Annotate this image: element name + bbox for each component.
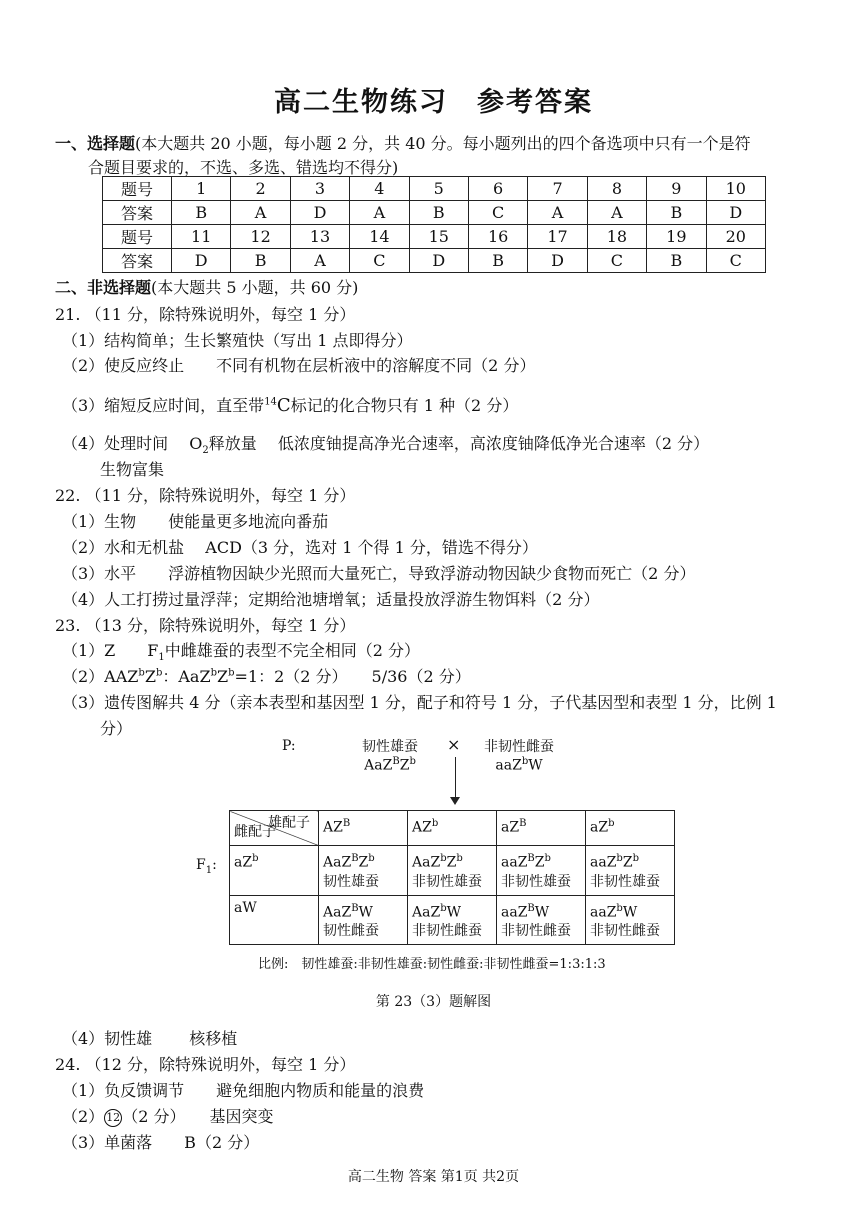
answer-table-cell: 1 <box>172 177 231 201</box>
answer-table-cell: 14 <box>350 225 409 249</box>
offspring-cell <box>586 895 675 945</box>
answer-table-cell: 8 <box>587 177 646 201</box>
answer-table-cell: D <box>172 249 231 273</box>
answer-table-cell: A <box>528 201 587 225</box>
answer-table-cell: A <box>231 201 290 225</box>
answer-table-cell: A <box>290 249 349 273</box>
offspring-phenotype: 非韧性雄蚕 <box>412 873 482 890</box>
q21-line4-a: （4）处理时间 O <box>62 434 203 453</box>
answer-table-cell: 17 <box>528 225 587 249</box>
offspring-cell <box>319 846 408 896</box>
q23-line3: （3）遗传图解共 4 分（亲本表型和基因型 1 分，配子和符号 1 分，子代基因型和表型 1 分，比例 1 <box>62 693 777 712</box>
offspring-cell <box>319 895 408 945</box>
female-parent-genotype: aaZ$^b$W <box>495 756 543 774</box>
male-parent <box>362 736 418 774</box>
q22-line4: （4）人工打捞过量浮萍；定期给池塘增氧；适量投放浮游生物饵料（2 分） <box>62 590 600 609</box>
offspring-phenotype: 韧性雄蚕 <box>323 873 379 890</box>
q24-line2-a: （2） <box>62 1107 105 1126</box>
offspring-cell <box>408 846 497 896</box>
corner-male-gamete-label: 雄配子 <box>268 815 310 831</box>
answer-table-cell: 4 <box>350 177 409 201</box>
offspring-genotype: aaZ$^B$W <box>501 902 550 921</box>
f1-ratio: 比例: 韧性雄蚕:非韧性雄蚕:韧性雌蚕:非韧性雌蚕=1:3:1:3 <box>258 957 606 972</box>
answer-table-cell: 7 <box>528 177 587 201</box>
q21-line3-a: （3）缩短反应时间，直至带 <box>62 396 265 415</box>
q23-line1-a: （1）Z F <box>62 641 159 660</box>
answer-table-cell: 2 <box>231 177 290 201</box>
male-gamete-header: $AZ^B$ <box>319 811 408 846</box>
q24-line1: （1）负反馈调节 避免细胞内物质和能量的浪费 <box>62 1081 425 1100</box>
female-parent <box>484 736 554 774</box>
female-gamete-header: $aZ^b$ <box>230 846 319 896</box>
q21-line2: （2）使反应终止 不同有机物在层析液中的溶解度不同（2 分） <box>62 356 536 375</box>
answer-table-cell: B <box>647 201 706 225</box>
answer-table-cell: 20 <box>706 225 765 249</box>
section2-heading: 二、非选择题 <box>55 278 152 297</box>
q22-head: 22. （11 分，除特殊说明外，每空 1 分） <box>55 486 356 505</box>
q24-line2 <box>62 1104 273 1127</box>
answer-table-cell: B <box>231 249 290 273</box>
answer-table-cell: D <box>409 249 468 273</box>
q21-line4-b: 释放量 低浓度铀提高净光合速率，高浓度铀降低净光合速率（2 分） <box>208 434 710 453</box>
answer-table-cell: B <box>172 201 231 225</box>
answer-table-header-cell: 题号 <box>103 225 172 249</box>
offspring-genotype: $aaZ^BZ^b$ <box>501 853 551 871</box>
female-gamete-header: aW <box>230 895 319 945</box>
answer-table-cell: 16 <box>468 225 527 249</box>
section1-heading: 一、选择题 <box>55 134 136 153</box>
answer-table-row <box>103 225 766 249</box>
answer-table-cell: A <box>587 201 646 225</box>
q21-head: 21. （11 分，除特殊说明外，每空 1 分） <box>55 305 356 324</box>
q21-line4 <box>62 431 709 456</box>
punnett-row <box>230 895 675 945</box>
answer-table-cell: C <box>468 201 527 225</box>
offspring-phenotype: 非韧性雄蚕 <box>590 873 660 890</box>
page-title: 高二生物练习 参考答案 <box>274 87 593 118</box>
male-parent-genotype: $AaZ^BZ^b$ <box>364 756 416 774</box>
answer-table-cell: 5 <box>409 177 468 201</box>
circled-number-12: 12 <box>104 1109 122 1127</box>
q21-line4-sub: 2 <box>202 445 209 457</box>
offspring-phenotype: 非韧性雌蚕 <box>412 923 482 940</box>
section1-line1 <box>55 131 751 154</box>
answer-table-cell: 3 <box>290 177 349 201</box>
offspring-cell <box>586 846 675 896</box>
answer-table-row <box>103 201 766 225</box>
answer-table-header-cell: 答案 <box>103 249 172 273</box>
offspring-genotype: aaZ$^b$W <box>590 902 638 921</box>
offspring-cell <box>497 895 586 945</box>
q22-line2: （2）水和无机盐 ACD（3 分，选对 1 个得 1 分，错选不得分） <box>62 538 538 557</box>
q23-line1 <box>62 638 420 663</box>
page-footer: 高二生物 答案 第1页 共2页 <box>347 1169 520 1185</box>
offspring-genotype: AaZ$^B$W <box>323 902 373 921</box>
q21-line3-c: C <box>276 395 291 416</box>
punnett-square <box>229 810 675 945</box>
cross-arrow-head-icon <box>450 797 460 805</box>
answer-table-cell: B <box>647 249 706 273</box>
answer-table-row <box>103 249 766 273</box>
q21-line3-sup: 14 <box>264 396 277 408</box>
q24-head: 24. （12 分，除特殊说明外，每空 1 分） <box>55 1055 356 1074</box>
answer-table-cell: 11 <box>172 225 231 249</box>
q24-line3: （3）单菌落 B（2 分） <box>62 1133 260 1152</box>
answer-table-cell: C <box>587 249 646 273</box>
offspring-genotype: AaZ$^b$W <box>412 902 461 921</box>
answer-table-cell: 9 <box>647 177 706 201</box>
section1-desc1: (本大题共 20 小题，每小题 2 分，共 40 分。每小题列出的四个备选项中只有一个是符 <box>135 134 751 153</box>
section2-line <box>55 275 358 298</box>
offspring-genotype: $AaZ^BZ^b$ <box>323 853 375 871</box>
answer-table-cell: 13 <box>290 225 349 249</box>
answer-table <box>102 176 766 273</box>
q21-line5: 生物富集 <box>100 460 165 479</box>
f1-label: $F_1$: <box>196 857 217 876</box>
q24-line2-b: （2 分） 基因突变 <box>122 1107 274 1126</box>
q23-line1-sub: 1 <box>158 652 165 664</box>
offspring-cell <box>408 895 497 945</box>
male-gamete-header: $AZ^b$ <box>408 811 497 846</box>
male-gamete-header: $aZ^B$ <box>497 811 586 846</box>
punnett-row <box>230 846 675 896</box>
figure-caption: 第 23（3）题解图 <box>375 994 492 1010</box>
female-parent-phenotype: 非韧性雌蚕 <box>484 739 554 755</box>
answer-table-cell: D <box>528 249 587 273</box>
parent-label: P: <box>282 738 296 754</box>
corner-female-gamete-label: 雌配子 <box>234 824 276 840</box>
answer-table-cell: C <box>350 249 409 273</box>
q21-line3-b: 标记的化合物只有 1 种（2 分） <box>290 396 519 415</box>
offspring-genotype: $aaZ^bZ^b$ <box>590 853 639 871</box>
offspring-cell <box>497 846 586 896</box>
answer-table-header-cell: 题号 <box>103 177 172 201</box>
answer-table-cell: A <box>350 201 409 225</box>
section1-desc2: 合题目要求的，不选、多选、错选均不得分) <box>88 158 399 177</box>
q21-line3 <box>62 393 518 416</box>
offspring-phenotype: 非韧性雌蚕 <box>590 923 660 940</box>
q23-line2: $(2)AAZ^bZ^b$：$AaZ^bZ^b=1$：2（2 分） 5/36（2 分） <box>62 667 471 686</box>
answer-table-cell: 19 <box>647 225 706 249</box>
answer-table-cell: 10 <box>706 177 765 201</box>
offspring-phenotype: 韧性雌蚕 <box>323 923 379 940</box>
q23-line3b: 分） <box>100 719 133 738</box>
answer-table-cell: 15 <box>409 225 468 249</box>
section2-desc: (本大题共 5 小题，共 60 分) <box>151 278 359 297</box>
answer-table-cell: 12 <box>231 225 290 249</box>
offspring-phenotype: 非韧性雄蚕 <box>501 873 571 890</box>
answer-table-cell: D <box>706 201 765 225</box>
answer-table-cell: C <box>706 249 765 273</box>
answer-table-cell: D <box>290 201 349 225</box>
answer-table-header-cell: 答案 <box>103 201 172 225</box>
offspring-genotype: $AaZ^bZ^b$ <box>412 853 463 871</box>
answer-table-cell: 18 <box>587 225 646 249</box>
punnett-corner <box>230 811 319 846</box>
offspring-phenotype: 非韧性雌蚕 <box>501 923 571 940</box>
q23-line1-b: 中雌雄蚕的表型不完全相同（2 分） <box>164 641 421 660</box>
q23-head: 23. （13 分，除特殊说明外，每空 1 分） <box>55 616 356 635</box>
answer-table-cell: B <box>468 249 527 273</box>
answer-table-row <box>103 177 766 201</box>
male-parent-phenotype: 韧性雄蚕 <box>362 739 418 755</box>
cross-arrow-line <box>455 757 456 799</box>
male-gamete-header: $aZ^b$ <box>586 811 675 846</box>
answer-table-cell: 6 <box>468 177 527 201</box>
q22-line3: （3）水平 浮游植物因缺少光照而大量死亡，导致浮游动物因缺少食物而死亡（2 分） <box>62 564 696 583</box>
q23-line4: （4）韧性雄 核移植 <box>62 1029 238 1048</box>
answer-table-cell: B <box>409 201 468 225</box>
q22-line1: （1）生物 使能量更多地流向番茄 <box>62 512 329 531</box>
q21-line1: （1）结构简单；生长繁殖快（写出 1 点即得分） <box>62 331 413 350</box>
cross-symbol: × <box>447 735 461 754</box>
